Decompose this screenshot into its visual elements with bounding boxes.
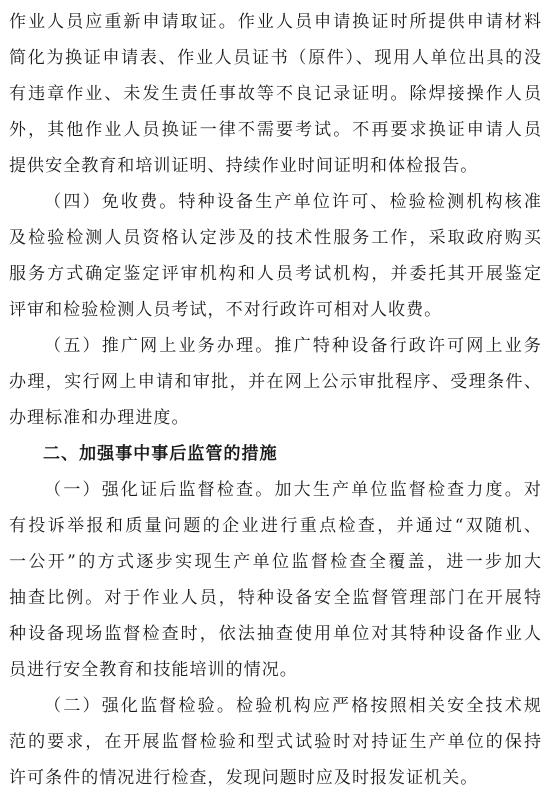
- paragraph-first-line: [9, 328, 542, 364]
- text-line: 办理标准和办理进度。: [9, 408, 190, 428]
- paragraph-first-line: [9, 472, 542, 508]
- text-line: 抽查比例。对于作业人员，特种设备安全监督管理部门在开展特: [9, 588, 542, 608]
- text-line: 作业人员应重新申请取证。作业人员申请换证时所提供申请材料: [9, 12, 542, 32]
- paragraph-first-line: [9, 184, 542, 220]
- text-line: 及检验检测人员资格认定涉及的技术性服务工作，采取政府购买: [9, 228, 542, 248]
- text-line: 评审和检验检测人员考试，不对行政许可相对人收费。: [9, 300, 443, 320]
- text-line: 外，其他作业人员换证一律不需要考试。不再要求换证申请人员: [9, 120, 542, 140]
- text-line: （二）强化监督检验。检验机构应严格按照相关安全技术规: [43, 696, 542, 716]
- text-line: 一公开”的方式逐步实现生产单位监督检查全覆盖，进一步加大: [9, 552, 542, 572]
- text-line: 简化为换证申请表、作业人员证书（原件）、现用人单位出具的没: [9, 48, 542, 68]
- text-line: 服务方式确定鉴定评审机构和人员考试机构，并委托其开展鉴定: [9, 264, 542, 284]
- text-line: 提供安全教育和培训证明、持续作业时间证明和体检报告。: [9, 156, 479, 176]
- text-line: 有投诉举报和质量问题的企业进行重点检查，并通过“双随机、: [9, 516, 542, 536]
- text-line: 范的要求，在开展监督检验和型式试验时对持证生产单位的保持: [9, 732, 542, 752]
- text-line: 员进行安全教育和技能培训的情况。: [9, 660, 298, 680]
- section-heading: [9, 436, 542, 472]
- paragraph-first-line: [9, 688, 542, 724]
- text-line: （一）强化证后监督检查。加大生产单位监督检查力度。对: [43, 480, 542, 500]
- text-line: 办理，实行网上申请和审批，并在网上公示审批程序、受理条件、: [9, 372, 542, 392]
- text-line: （四）免收费。特种设备生产单位许可、检验检测机构核准: [43, 192, 542, 212]
- text-line: （五）推广网上业务办理。推广特种设备行政许可网上业务: [43, 336, 542, 356]
- text-line: 种设备现场监督检查时，依法抽查使用单位对其特种设备作业人: [9, 624, 542, 644]
- section-heading-text: 二、加强事中事后监管的措施: [43, 444, 278, 464]
- text-line: 许可条件的情况进行检查，发现问题时应及时报发证机关。: [9, 768, 479, 788]
- text-line: 有违章作业、未发生责任事故等不良记录证明。除焊接操作人员: [9, 84, 542, 104]
